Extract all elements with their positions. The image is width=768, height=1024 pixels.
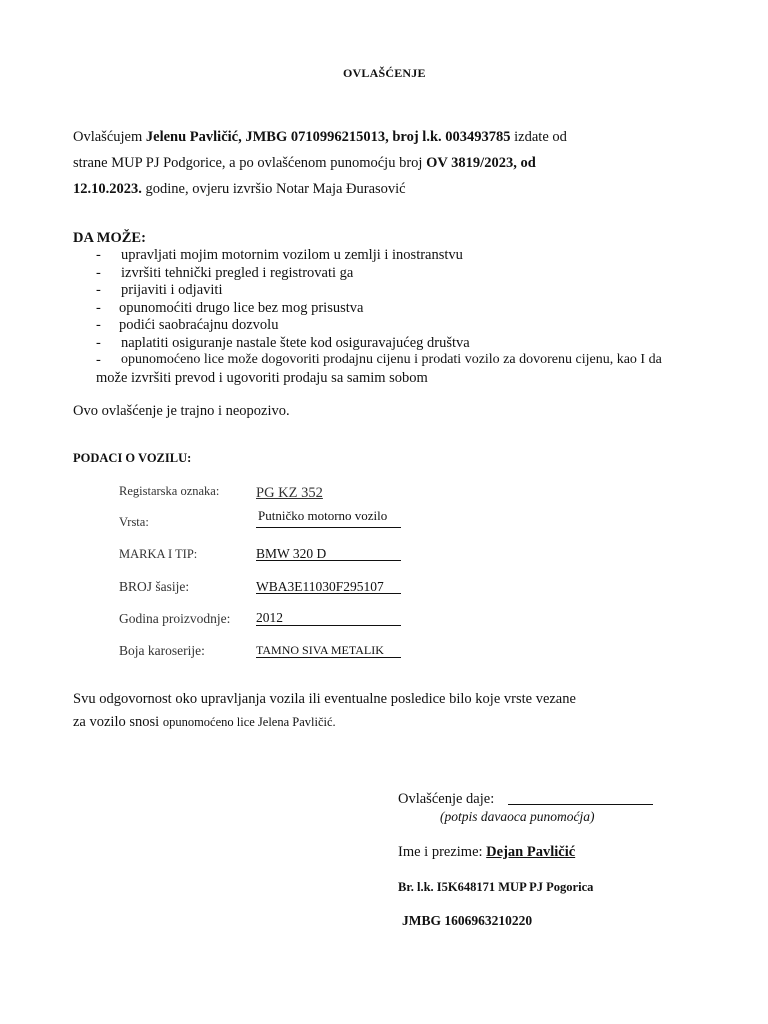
- field-value-vin: WBA3E11030F295107: [256, 579, 384, 594]
- intro-text: Ovlašćujem: [73, 129, 146, 145]
- field-label: Registarska oznaka:: [119, 484, 220, 498]
- field-label: BROJ šasije:: [119, 579, 190, 594]
- field-label: Vrsta:: [119, 515, 149, 529]
- da-moze-heading: DA MOŽE:: [73, 230, 146, 246]
- list-dash: -: [96, 335, 101, 351]
- responsibility-person: opunomoćeno lice Jelena Pavličić.: [162, 715, 336, 729]
- list-item: opunomoćiti drugo lice bez mog prisustva: [119, 300, 364, 316]
- id-card-line: Br. l.k. I5K648171 MUP PJ Pogorica: [398, 880, 594, 894]
- responsibility-line-1: Svu odgovornost oko upravljanja vozila ili eventualne posledice bilo koje vrste vezane: [73, 691, 576, 707]
- field-underline: [256, 593, 401, 594]
- list-item: upravljati mojim motornim vozilom u zemlji i inostranstvu: [121, 247, 463, 263]
- list-item: podići saobraćajnu dozvolu: [119, 317, 279, 333]
- signature-line: [508, 804, 653, 805]
- intro-line-2: [73, 155, 536, 172]
- list-dash: -: [96, 282, 101, 298]
- field-underline: [256, 657, 401, 658]
- list-item: izvršiti tehnički pregled i registrovati ga: [121, 265, 354, 281]
- list-item: opunomoćeno lice može dogovoriti prodajnu cijenu i prodati vozilo za dovorenu cijenu, kao I da: [121, 352, 662, 367]
- list-item-continuation: može izvršiti prevod i ugovoriti prodaju sa samim sobom: [96, 370, 428, 386]
- list-item: prijaviti i odjaviti: [121, 282, 223, 298]
- intro-text: godine, ovjeru izvršio Notar Maja Đurasović: [141, 181, 406, 197]
- intro-power-number: OV 3819/2023, od: [426, 155, 536, 171]
- field-label: Boja karoserije:: [119, 643, 205, 658]
- field-value-color: TAMNO SIVA METALIK: [256, 643, 384, 657]
- name-line: [398, 844, 575, 861]
- intro-date: 12.10.2023.: [73, 181, 142, 197]
- field-underline: [256, 560, 401, 561]
- field-value-plate: PG KZ 352: [256, 485, 323, 501]
- field-label: MARKA I TIP:: [119, 547, 198, 561]
- list-dash: -: [96, 317, 101, 333]
- intro-text: izdate od: [510, 129, 567, 145]
- list-dash: -: [96, 265, 101, 281]
- jmbg-line: JMBG 1606963210220: [402, 913, 533, 928]
- document-title: OVLAŠĆENJE: [343, 66, 426, 80]
- intro-line-3: [73, 181, 406, 198]
- field-value-year: 2012: [256, 610, 283, 625]
- list-item: naplatiti osiguranje nastale štete kod osiguravajućeg društva: [121, 335, 470, 351]
- field-underline: [256, 625, 401, 626]
- permanence-statement: Ovo ovlašćenje je trajno i neopozivo.: [73, 403, 290, 419]
- intro-text: strane MUP PJ Podgorice, a po ovlašćenom punomoćju broj: [73, 155, 427, 171]
- field-underline: [256, 527, 401, 528]
- list-dash: -: [96, 352, 101, 368]
- signature-label: Ovlašćenje daje:: [398, 791, 495, 807]
- list-dash: -: [96, 300, 101, 316]
- responsibility-text: za vozilo snosi: [73, 714, 163, 730]
- vehicle-heading: PODACI O VOZILU:: [73, 451, 192, 465]
- intro-person: Jelenu Pavličić, JMBG 0710996215013, broj l.k. 003493785: [145, 129, 511, 145]
- list-dash: -: [96, 247, 101, 263]
- signature-caption: (potpis davaoca punomoćja): [440, 809, 595, 824]
- intro-line-1: [73, 129, 567, 146]
- field-label: Godina proizvodnje:: [119, 611, 231, 626]
- responsibility-line-2: [73, 714, 336, 731]
- field-value-make: BMW 320 D: [256, 546, 327, 561]
- signer-name: Dejan Pavličić: [486, 844, 576, 860]
- name-label: Ime i prezime:: [398, 844, 487, 860]
- field-value-type: Putničko motorno vozilo: [258, 508, 388, 523]
